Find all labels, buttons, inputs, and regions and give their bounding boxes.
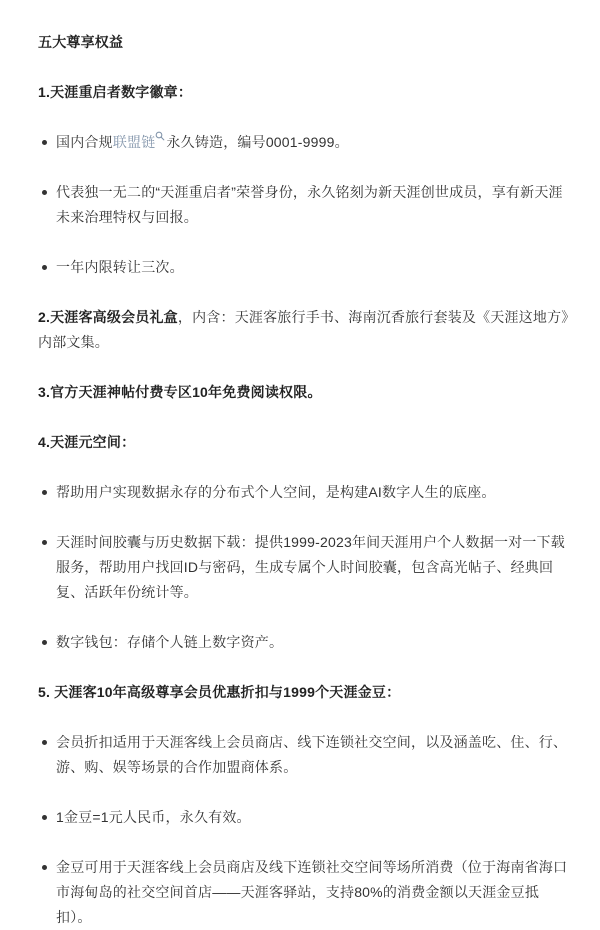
section-heading-4: 4.天涯元空间： (38, 434, 136, 450)
bullet-text: 帮助用户实现数据永存的分布式个人空间，是构建AI数字人生的底座。 (56, 484, 496, 500)
keyword-link-text: 联盟链 (112, 134, 156, 150)
bullet-item-gold-bean-value (38, 805, 570, 830)
bullet-text: 会员折扣适用于天涯客线上会员商店、线下连锁社交空间，以及涵盖吃、住、行、游、购、娱等场景的合作加盟商体系。 (56, 734, 568, 775)
bullet-item-gold-bean-usage (38, 855, 570, 930)
bullet-dot (42, 865, 47, 870)
section-heading-2-rest: ，内含：天涯客旅行手书、海南沉香旅行套装及《天涯这地方》内部文集。 (38, 309, 569, 350)
section-heading-2 (38, 305, 570, 355)
bullet-text-after-link: 永久铸造，编号0001-9999。 (166, 134, 349, 150)
bullet-dot (42, 815, 47, 820)
bullet-dot (42, 490, 47, 495)
page-title: 五大尊享权益 (38, 34, 124, 50)
bullet-text: 金豆可用于天涯客线上会员商店及线下连锁社交空间等场所消费（位于海南省海口市海甸岛的社交空间首店——天涯客驿站，支持80%的消费金额以天涯金豆抵扣）。 (56, 859, 568, 925)
bullet-dot (42, 540, 47, 545)
section-heading-3: 3.官方天涯神帖付费专区10年免费阅读权限。 (38, 384, 322, 400)
section-heading-5: 5. 天涯客10年高级尊享会员优惠折扣与1999个天涯金豆： (38, 684, 401, 700)
bullet-item-discount (38, 730, 570, 780)
bullet-item-space (38, 480, 570, 505)
search-icon (155, 131, 165, 141)
section-heading-2-bold: 2.天涯客高级会员礼盒 (38, 309, 178, 325)
section-heading-1: 1.天涯重启者数字徽章： (38, 84, 193, 100)
bullet-text: 一年内限转让三次。 (56, 259, 184, 275)
bullet-item-chain (38, 130, 570, 155)
bullet-dot (42, 190, 47, 195)
bullet-dot (42, 265, 47, 270)
keyword-link[interactable] (113, 134, 167, 150)
bullet-text: 代表独一无二的“天涯重启者”荣誉身份，永久铭刻为新天涯创世成员，享有新天涯未来治理特权与回报。 (56, 184, 563, 225)
bullet-dot (42, 740, 47, 745)
bullet-dot (42, 140, 47, 145)
bullet-text: 1金豆=1元人民币，永久有效。 (56, 809, 251, 825)
bullet-text: 天涯时间胶囊与历史数据下载：提供1999-2023年间天涯用户个人数据一对一下载服务，帮助用户找回ID与密码，生成专属个人时间胶囊，包含高光帖子、经典回复、活跃年份统计等。 (56, 534, 565, 600)
bullet-item-honor (38, 180, 570, 230)
bullet-text: 数字钱包：存储个人链上数字资产。 (56, 634, 284, 650)
bullet-item-transfer-limit (38, 255, 570, 280)
bullet-dot (42, 640, 47, 645)
bullet-text-before-link: 国内合规 (56, 134, 113, 150)
bullet-item-wallet (38, 630, 570, 655)
bullet-item-time-capsule (38, 530, 570, 605)
